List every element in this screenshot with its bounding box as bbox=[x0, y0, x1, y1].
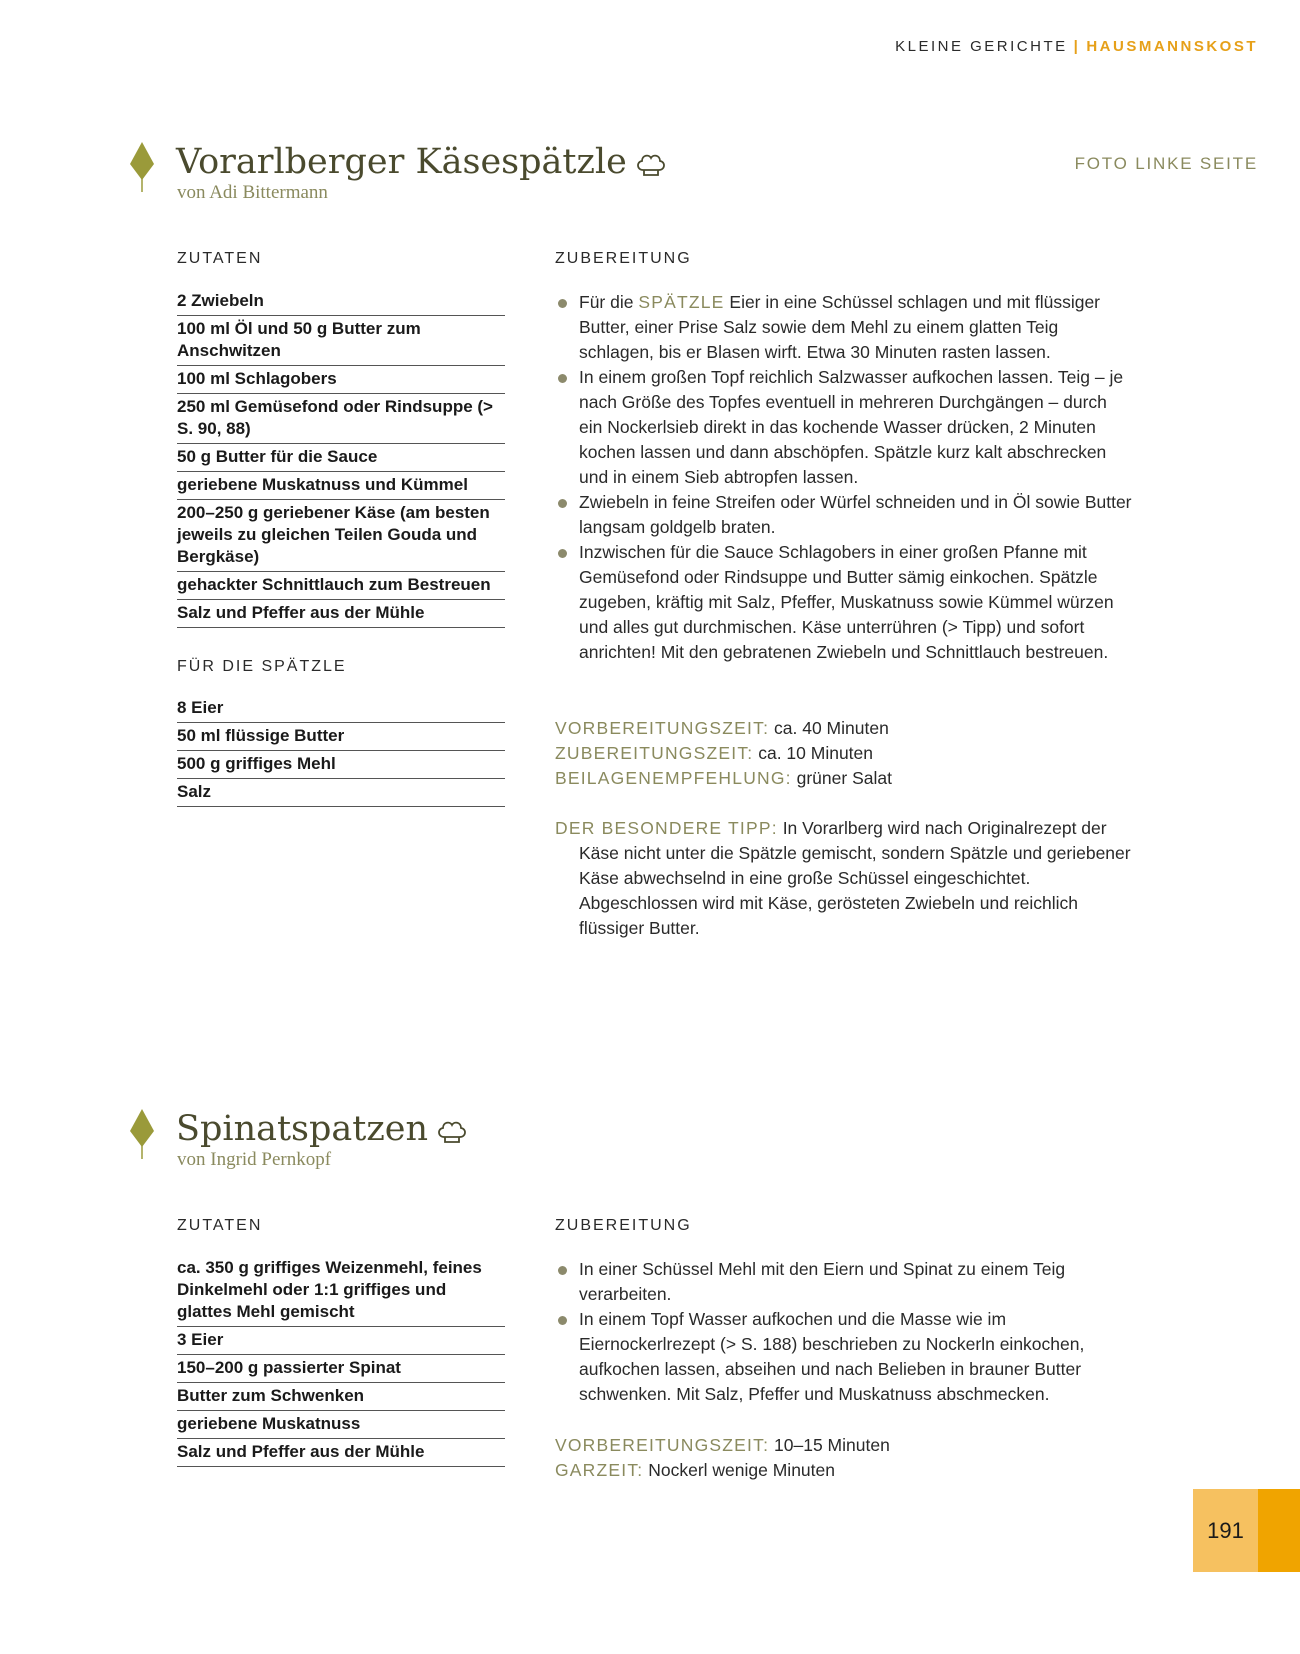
sub-ingredients-heading: FÜR DIE SPÄTZLE bbox=[177, 658, 347, 675]
ingredient-item: 2 Zwiebeln bbox=[177, 288, 505, 316]
time-info bbox=[555, 1433, 1135, 1483]
ingredients-list bbox=[177, 288, 505, 628]
ingredient-item: 8 Eier bbox=[177, 695, 505, 723]
section-label: HAUSMANNSKOST bbox=[1086, 38, 1258, 55]
ingredient-item: 50 g Butter für die Sauce bbox=[177, 444, 505, 472]
info-row: ZUBEREITUNGSZEIT: ca. 10 Minuten bbox=[555, 743, 874, 763]
page-tab-edge bbox=[1258, 1489, 1300, 1572]
running-header bbox=[895, 38, 1258, 55]
ingredient-item: 3 Eier bbox=[177, 1327, 505, 1355]
ingredient-item: Salz und Pfeffer aus der Mühle bbox=[177, 1439, 505, 1467]
ingredient-item: 50 ml flüssige Butter bbox=[177, 723, 505, 751]
ingredient-item: geriebene Muskatnuss und Kümmel bbox=[177, 472, 505, 500]
ingredient-item: Butter zum Schwenken bbox=[177, 1383, 505, 1411]
step-item: Inzwischen für die Sauce Schlagobers in einer großen Pfanne mit Gemüsefond oder Rindsuppe und Butter sämig einkochen. Spätzle zugeben, kräftig mit Salz, Pfeffer, Muskatnuss sowie Kümmel würzen und alles gut durchmischen. Käse unterrühren (> Tipp) und sofort anrichten! Mit den gebratenen Zwiebeln und Schnittlauch bestreuen. bbox=[555, 540, 1135, 665]
photo-reference: FOTO LINKE SEITE bbox=[1074, 154, 1258, 173]
ingredient-item: gehackter Schnittlauch zum Bestreuen bbox=[177, 572, 505, 600]
ingredient-item: ca. 350 g griffiges Weizenmehl, feines Dinkelmehl oder 1:1 griffiges und glattes Mehl gemischt bbox=[177, 1255, 505, 1327]
step-item: Zwiebeln in feine Streifen oder Würfel schneiden und in Öl sowie Butter langsam goldgelb braten. bbox=[555, 490, 1135, 540]
step-item: In einer Schüssel Mehl mit den Eiern und Spinat zu einem Teig verarbeiten. bbox=[555, 1257, 1135, 1307]
ingredient-item: 250 ml Gemüsefond oder Rindsuppe (> S. 90, 88) bbox=[177, 394, 505, 444]
ingredient-item: 100 ml Schlagobers bbox=[177, 366, 505, 394]
info-row: VORBEREITUNGSZEIT: 10–15 Minuten bbox=[555, 1435, 890, 1455]
ingredients-list bbox=[177, 1255, 505, 1467]
page-number: 191 bbox=[1207, 1518, 1244, 1543]
step-item: In einem großen Topf reichlich Salzwasser aufkochen lassen. Teig – je nach Größe des Topfes eventuell in mehreren Durchgängen – durch ein Nockerlsieb direkt in das kochende Wasser drücken, 2 Minuten kochen lassen und dann abschöpfen. Spätzle kurz kalt abschrecken und in einem Sieb abtropfen lassen. bbox=[555, 365, 1135, 490]
chef-hat-icon bbox=[635, 150, 667, 178]
preparation-heading: ZUBEREITUNG bbox=[555, 250, 692, 267]
recipe-author: von Adi Bittermann bbox=[177, 182, 328, 203]
leaf-bullet-icon bbox=[127, 140, 157, 192]
ingredient-item: 150–200 g passierter Spinat bbox=[177, 1355, 505, 1383]
ingredients-heading: ZUTATEN bbox=[177, 250, 263, 267]
ingredient-item: geriebene Muskatnuss bbox=[177, 1411, 505, 1439]
ingredient-item: 100 ml Öl und 50 g Butter zum Anschwitzen bbox=[177, 316, 505, 366]
chapter-label: KLEINE GERICHTE bbox=[895, 38, 1068, 55]
special-tip: DER BESONDERE TIPP: In Vorarlberg wird nach Originalrezept der Käse nicht unter die Spätzle gemischt, sondern Spätzle und geriebener Käse abwechselnd in eine große Schüssel eingeschichtet. Abgeschlossen wird mit Käse, gerösteten Zwiebeln und reichlich flüssiger Butter. bbox=[555, 818, 1131, 938]
info-row: VORBEREITUNGSZEIT: ca. 40 Minuten bbox=[555, 718, 889, 738]
leaf-bullet-icon bbox=[127, 1107, 157, 1159]
preparation-steps bbox=[555, 290, 1135, 665]
time-info bbox=[555, 716, 1135, 791]
info-row: GARZEIT: Nockerl wenige Minuten bbox=[555, 1460, 835, 1480]
header-separator: | bbox=[1073, 38, 1081, 55]
ingredient-item: 500 g griffiges Mehl bbox=[177, 751, 505, 779]
step-item: Für die SPÄTZLE Eier in eine Schüssel schlagen und mit flüssiger Butter, einer Prise Salz sowie dem Mehl zu einem glatten Teig schlagen, bis er Blasen wirft. Etwa 30 Minuten rasten lassen. bbox=[555, 290, 1135, 365]
info-row: BEILAGENEMPFEHLUNG: grüner Salat bbox=[555, 768, 892, 788]
step-item: In einem Topf Wasser aufkochen und die Masse wie im Eiernockerlrezept (> S. 188) beschrieben zu Nockerln einkochen, aufkochen lassen, abseihen und nach Belieben in brauner Butter schwenken. Mit Salz, Pfeffer und Muskatnuss abschmecken. bbox=[555, 1307, 1135, 1407]
chef-hat-icon bbox=[436, 1117, 468, 1145]
recipe-title: Spinatspatzen bbox=[176, 1107, 468, 1151]
ingredient-item: 200–250 g geriebener Käse (am besten jeweils zu gleichen Teilen Gouda und Bergkäse) bbox=[177, 500, 505, 572]
recipe-author: von Ingrid Pernkopf bbox=[177, 1149, 332, 1170]
ingredient-item: Salz bbox=[177, 779, 505, 807]
sub-ingredients-list bbox=[177, 695, 505, 807]
preparation-heading: ZUBEREITUNG bbox=[555, 1217, 692, 1234]
preparation-steps bbox=[555, 1257, 1135, 1407]
recipe-title: Vorarlberger Käsespätzle bbox=[176, 140, 667, 184]
ingredient-item: Salz und Pfeffer aus der Mühle bbox=[177, 600, 505, 628]
ingredients-heading: ZUTATEN bbox=[177, 1217, 263, 1234]
